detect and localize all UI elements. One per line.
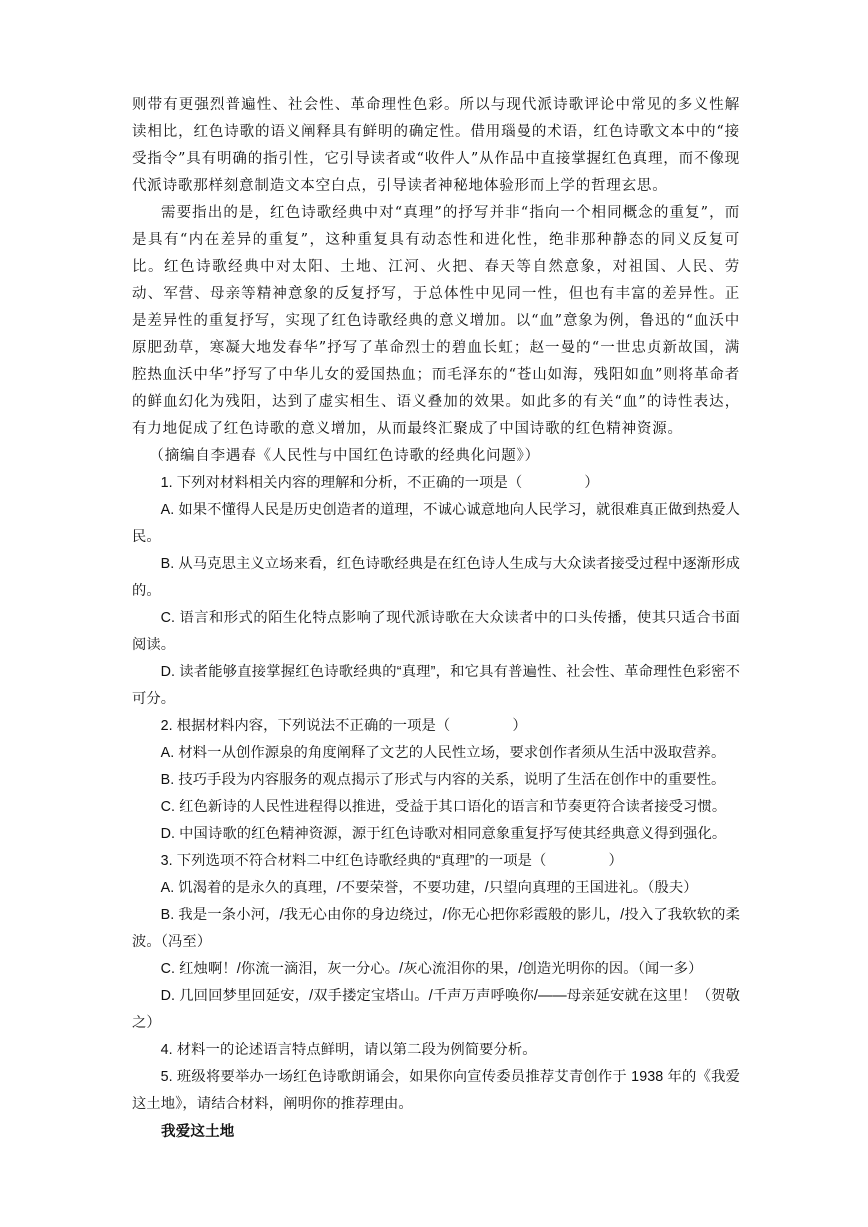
question-2-stem: 2. 根据材料内容，下列说法不正确的一项是（ ） [160, 718, 527, 734]
material-paragraph-2: 需要指出的是，红色诗歌经典中对“真理”的抒写并非“指向一个相同概念的重复”，而是具有“内在差异的重复”，这种重复具有动态性和进化性，绝非那种静态的同义反复可比。红色诗歌经典中对太阳、土地、江河、火把、春天等自然意象，对祖国、人民、劳动、军营、母亲等精神意象的反复抒写，于总体性中见同一性，但也有丰富的差异性。正是差异性的重复抒写，实现了红色诗歌经典的意义增加。以“血”意象为例，鲁迅的“血沃中原肥劲草，寒凝大地发春华”抒写了革命烈士的碧血长虹；赵一曼的“一世忠贞新故国，满腔热血沃中华”抒写了中华儿女的爱国热血；而毛泽东的“苍山如海，残阳如血”则将革命者的鲜血幻化为残阳，达到了虚实相生、语义叠加的效果。如此多的有关“血”的诗性表达，有力地促成了红色诗歌的意义增加，从而最终汇聚成了中国诗歌的红色精神资源。 [132, 205, 740, 437]
question-1-option-a: A. 如果不懂得人民是历史创造者的道理，不诚心诚意地向人民学习，就很难真正做到热爱人民。 [132, 502, 740, 545]
question-3-option-b: B. 我是一条小河，/我无心由你的身边绕过，/你无心把你彩霞般的影儿，/投入了我软软的柔波。（冯至） [132, 907, 740, 950]
question-2-option-b: B. 技巧手段为内容服务的观点揭示了形式与内容的关系，说明了生活在创作中的重要性。 [160, 772, 726, 788]
material-text [132, 92, 740, 470]
question-1-stem: 1. 下列对材料相关内容的理解和分析，不正确的一项是（ ） [160, 475, 599, 491]
document-page [132, 92, 740, 1145]
poem-title: 我爱这土地 [161, 1123, 235, 1140]
material-paragraph-1: 则带有更强烈普遍性、社会性、革命理性色彩。所以与现代派诗歌评论中常见的多义性解读相比，红色诗歌的语义阐释具有鲜明的确定性。借用瑙曼的术语，红色诗歌文本中的“接受指令”具有明确的指引性，它引导读者或“收件人”从作品中直接掌握红色真理，而不像现代派诗歌那样刻意制造文本空白点，引导读者神秘地体验形而上学的哲理玄思。 [132, 97, 740, 194]
question-3-option-a: A. 饥渴着的是永久的真理，/不要荣誉，不要功建，/只望向真理的王国进礼。（殷夫） [160, 880, 698, 896]
question-1-option-d: D. 读者能够直接掌握红色诗歌经典的“真理”，和它具有普遍性、社会性、革命理性色彩密不可分。 [132, 664, 740, 707]
material-source: （摘编自李遇春《人民性与中国红色诗歌的经典化问题》） [149, 448, 540, 464]
question-3-option-c: C. 红烛啊！/你流一滴泪，灰一分心。/灰心流泪你的果，/创造光明你的因。（闻一多） [160, 961, 703, 977]
question-2-option-d: D. 中国诗歌的红色精神资源，源于红色诗歌对相同意象重复抒写使其经典意义得到强化。 [160, 826, 727, 842]
question-1-option-c: C. 语言和形式的陌生化特点影响了现代派诗歌在大众读者中的口头传播，使其只适合书面阅读。 [132, 610, 740, 653]
question-5: 5. 班级将要举办一场红色诗歌朗诵会，如果你向宣传委员推荐艾青创作于 1938 年的《我爱这土地》，请结合材料，阐明你的推荐理由。 [132, 1069, 740, 1112]
question-2-option-a: A. 材料一从创作源泉的角度阐释了文艺的人民性立场，要求创作者须从生活中汲取营养。 [160, 745, 726, 761]
questions-section [132, 470, 740, 1118]
question-3-stem: 3. 下列选项不符合材料二中红色诗歌经典的“真理”的一项是（ ） [160, 853, 623, 869]
question-2-option-c: C. 红色新诗的人民性进程得以推进，受益于其口语化的语言和节奏更符合读者接受习惯。 [160, 799, 727, 815]
question-3-option-d: D. 几回回梦里回延安，/双手搂定宝塔山。/千声万声呼唤你/——母亲延安就在这里！（贺敬之） [132, 988, 740, 1031]
question-1-option-b: B. 从马克思主义立场来看，红色诗歌经典是在红色诗人生成与大众读者接受过程中逐渐形成的。 [132, 556, 740, 599]
question-4: 4. 材料一的论述语言特点鲜明，请以第二段为例简要分析。 [160, 1042, 537, 1058]
